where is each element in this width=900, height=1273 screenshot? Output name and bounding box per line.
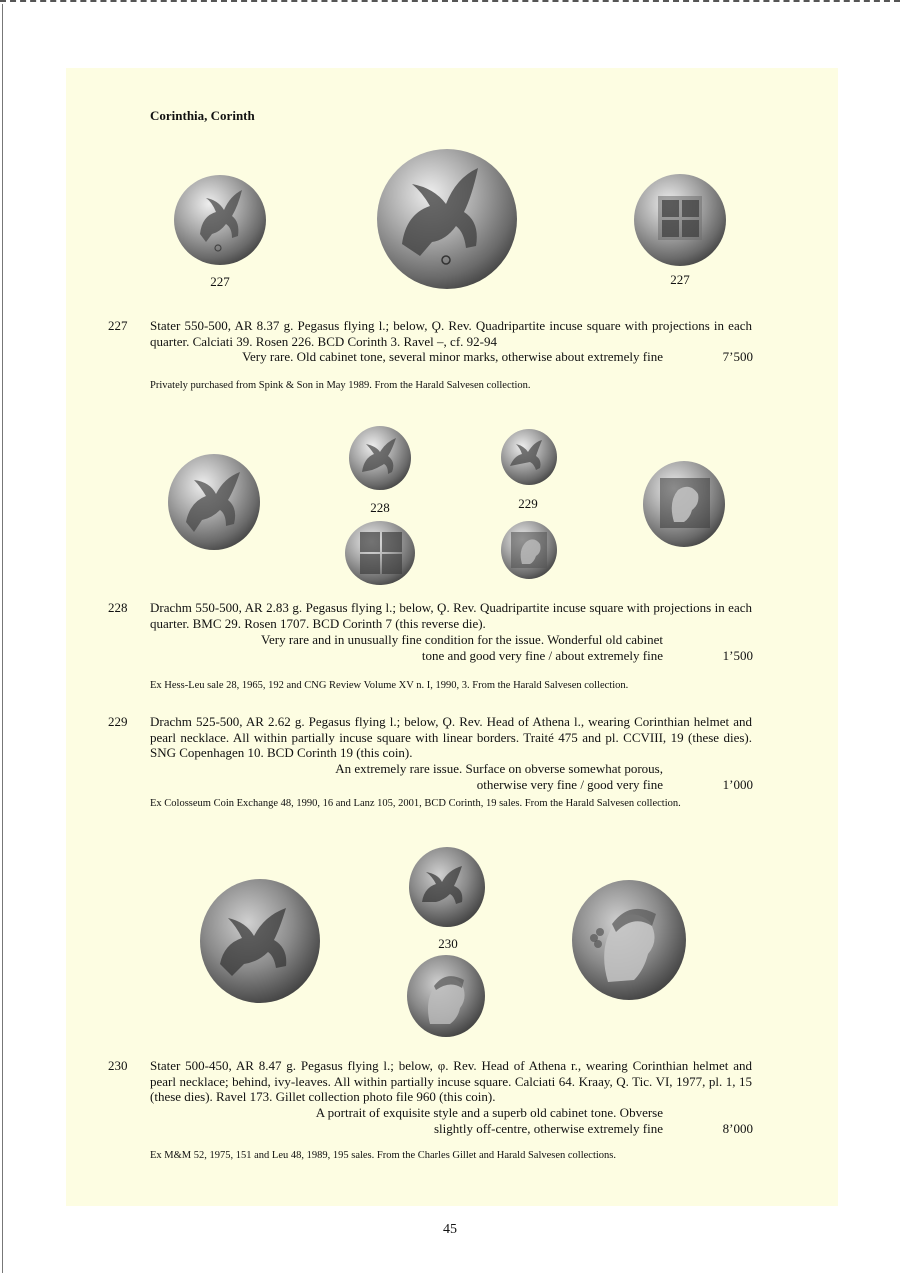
lot-228-grade-row-1 [108,632,753,648]
coin-label-230: 230 [438,936,458,951]
coin-229-reverse-enlarged [642,460,726,548]
coin-229-obverse [500,428,558,486]
lot-description: Stater 550-500, AR 8.37 g. Pegasus flying l.; below, Ϙ. Rev. Quadripartite incuse square with projections in each quarter. Calciati 39. Rosen 226. BCD Corinth 3. Ravel –, cf. 92-94 [150,318,752,349]
lot-227-grade-row [108,349,753,365]
coin-label-229: 229 [518,496,538,511]
lot-price: 1’500 [722,648,753,663]
coin-230-obverse [408,846,486,928]
coin-229-reverse [500,520,558,580]
lot-number: 228 [108,600,128,615]
lot-grade: otherwise very fine / good very fine [476,777,663,792]
lot-229-provenance: Ex Colosseum Coin Exchange 48, 1990, 16 and Lanz 105, 2001, BCD Corinth, 19 sales. From the Harald Salvesen collection. [150,798,681,809]
lot-number: 229 [108,714,128,729]
lot-230-provenance: Ex M&M 52, 1975, 151 and Leu 48, 1989, 195 sales. From the Charles Gillet and Harald Salvesen collections. [150,1150,617,1161]
lot-230-grade-row-2 [108,1121,753,1137]
lot-228 [108,600,753,634]
coin-227-obverse-enlarged [376,148,518,290]
section-heading: Corinthia, Corinth [150,108,255,123]
lot-grade: An extremely rare issue. Surface on obverse somewhat porous, [335,761,663,776]
lot-229 [108,714,753,762]
lot-number: 227 [108,318,128,333]
lot-227-provenance: Privately purchased from Spink & Son in May 1989. From the Harald Salvesen collection. [150,380,531,391]
lot-description: Drachm 525-500, AR 2.62 g. Pegasus flying l.; below, Ϙ. Rev. Head of Athena l., wearing Corinthian helmet and pearl necklace. All within partially incuse square with linear borders. Traité 475 and pl. CCVIII, 19 (these dies). SNG Copenhagen 10. BCD Corinth 19 (this coin). [150,714,752,760]
lot-price: 7’500 [722,349,753,364]
lot-230-grade-row-1 [108,1105,753,1121]
lot-price: 1’000 [722,777,753,792]
lot-description: Drachm 550-500, AR 2.83 g. Pegasus flying l.; below, Ϙ. Rev. Quadripartite incuse square with projections in each quarter. BMC 29. Rosen 1707. BCD Corinth 7 (this reverse die). [150,600,752,631]
page-edge-rule [2,4,3,1273]
coin-227-obverse [172,172,268,268]
lot-228-grade-row-2 [108,648,753,664]
coin-230-obverse-enlarged [198,878,322,1004]
coin-label-227-right: 227 [670,272,690,287]
coin-230-reverse [406,954,486,1038]
lot-grade: Very rare and in unusually fine condition for the issue. Wonderful old cabinet [261,632,663,647]
lot-229-grade-row-1 [108,761,753,777]
lot-price: 8’000 [722,1121,753,1136]
lot-grade: tone and good very fine / about extremely fine [421,648,663,663]
coin-228-reverse [344,520,416,586]
lot-description: Stater 500-450, AR 8.47 g. Pegasus flying l.; below, φ. Rev. Head of Athena r., wearing Corinthian helmet and pearl necklace; behind, ivy-leaves. All within partially incuse square. Calciati 64. Kraay, Q. Tic. VI, 1977, pl. 1, 15 (these dies). Ravel 173. Gillet collection photo file 960 (this coin). [150,1058,752,1104]
cut-line [0,0,900,6]
coin-227-reverse [632,172,728,268]
lot-229-grade-row-2 [108,777,753,793]
lot-grade: slightly off-centre, otherwise extremely fine [434,1121,663,1136]
page-number: 45 [443,1222,457,1237]
coin-230-reverse-enlarged [570,878,688,1002]
lot-number: 230 [108,1058,128,1073]
lot-230 [108,1058,753,1106]
coin-label-228: 228 [370,500,390,515]
coin-228-obverse [348,424,412,492]
coin-label-227-left: 227 [210,274,230,289]
coin-228-obverse-enlarged [166,452,262,552]
lot-grade: A portrait of exquisite style and a superb old cabinet tone. Obverse [315,1105,663,1120]
lot-228-provenance: Ex Hess-Leu sale 28, 1965, 192 and CNG Review Volume XV n. I, 1990, 3. From the Harald Salvesen collection. [150,680,629,691]
lot-grade: Very rare. Old cabinet tone, several minor marks, otherwise about extremely fine [242,349,663,364]
